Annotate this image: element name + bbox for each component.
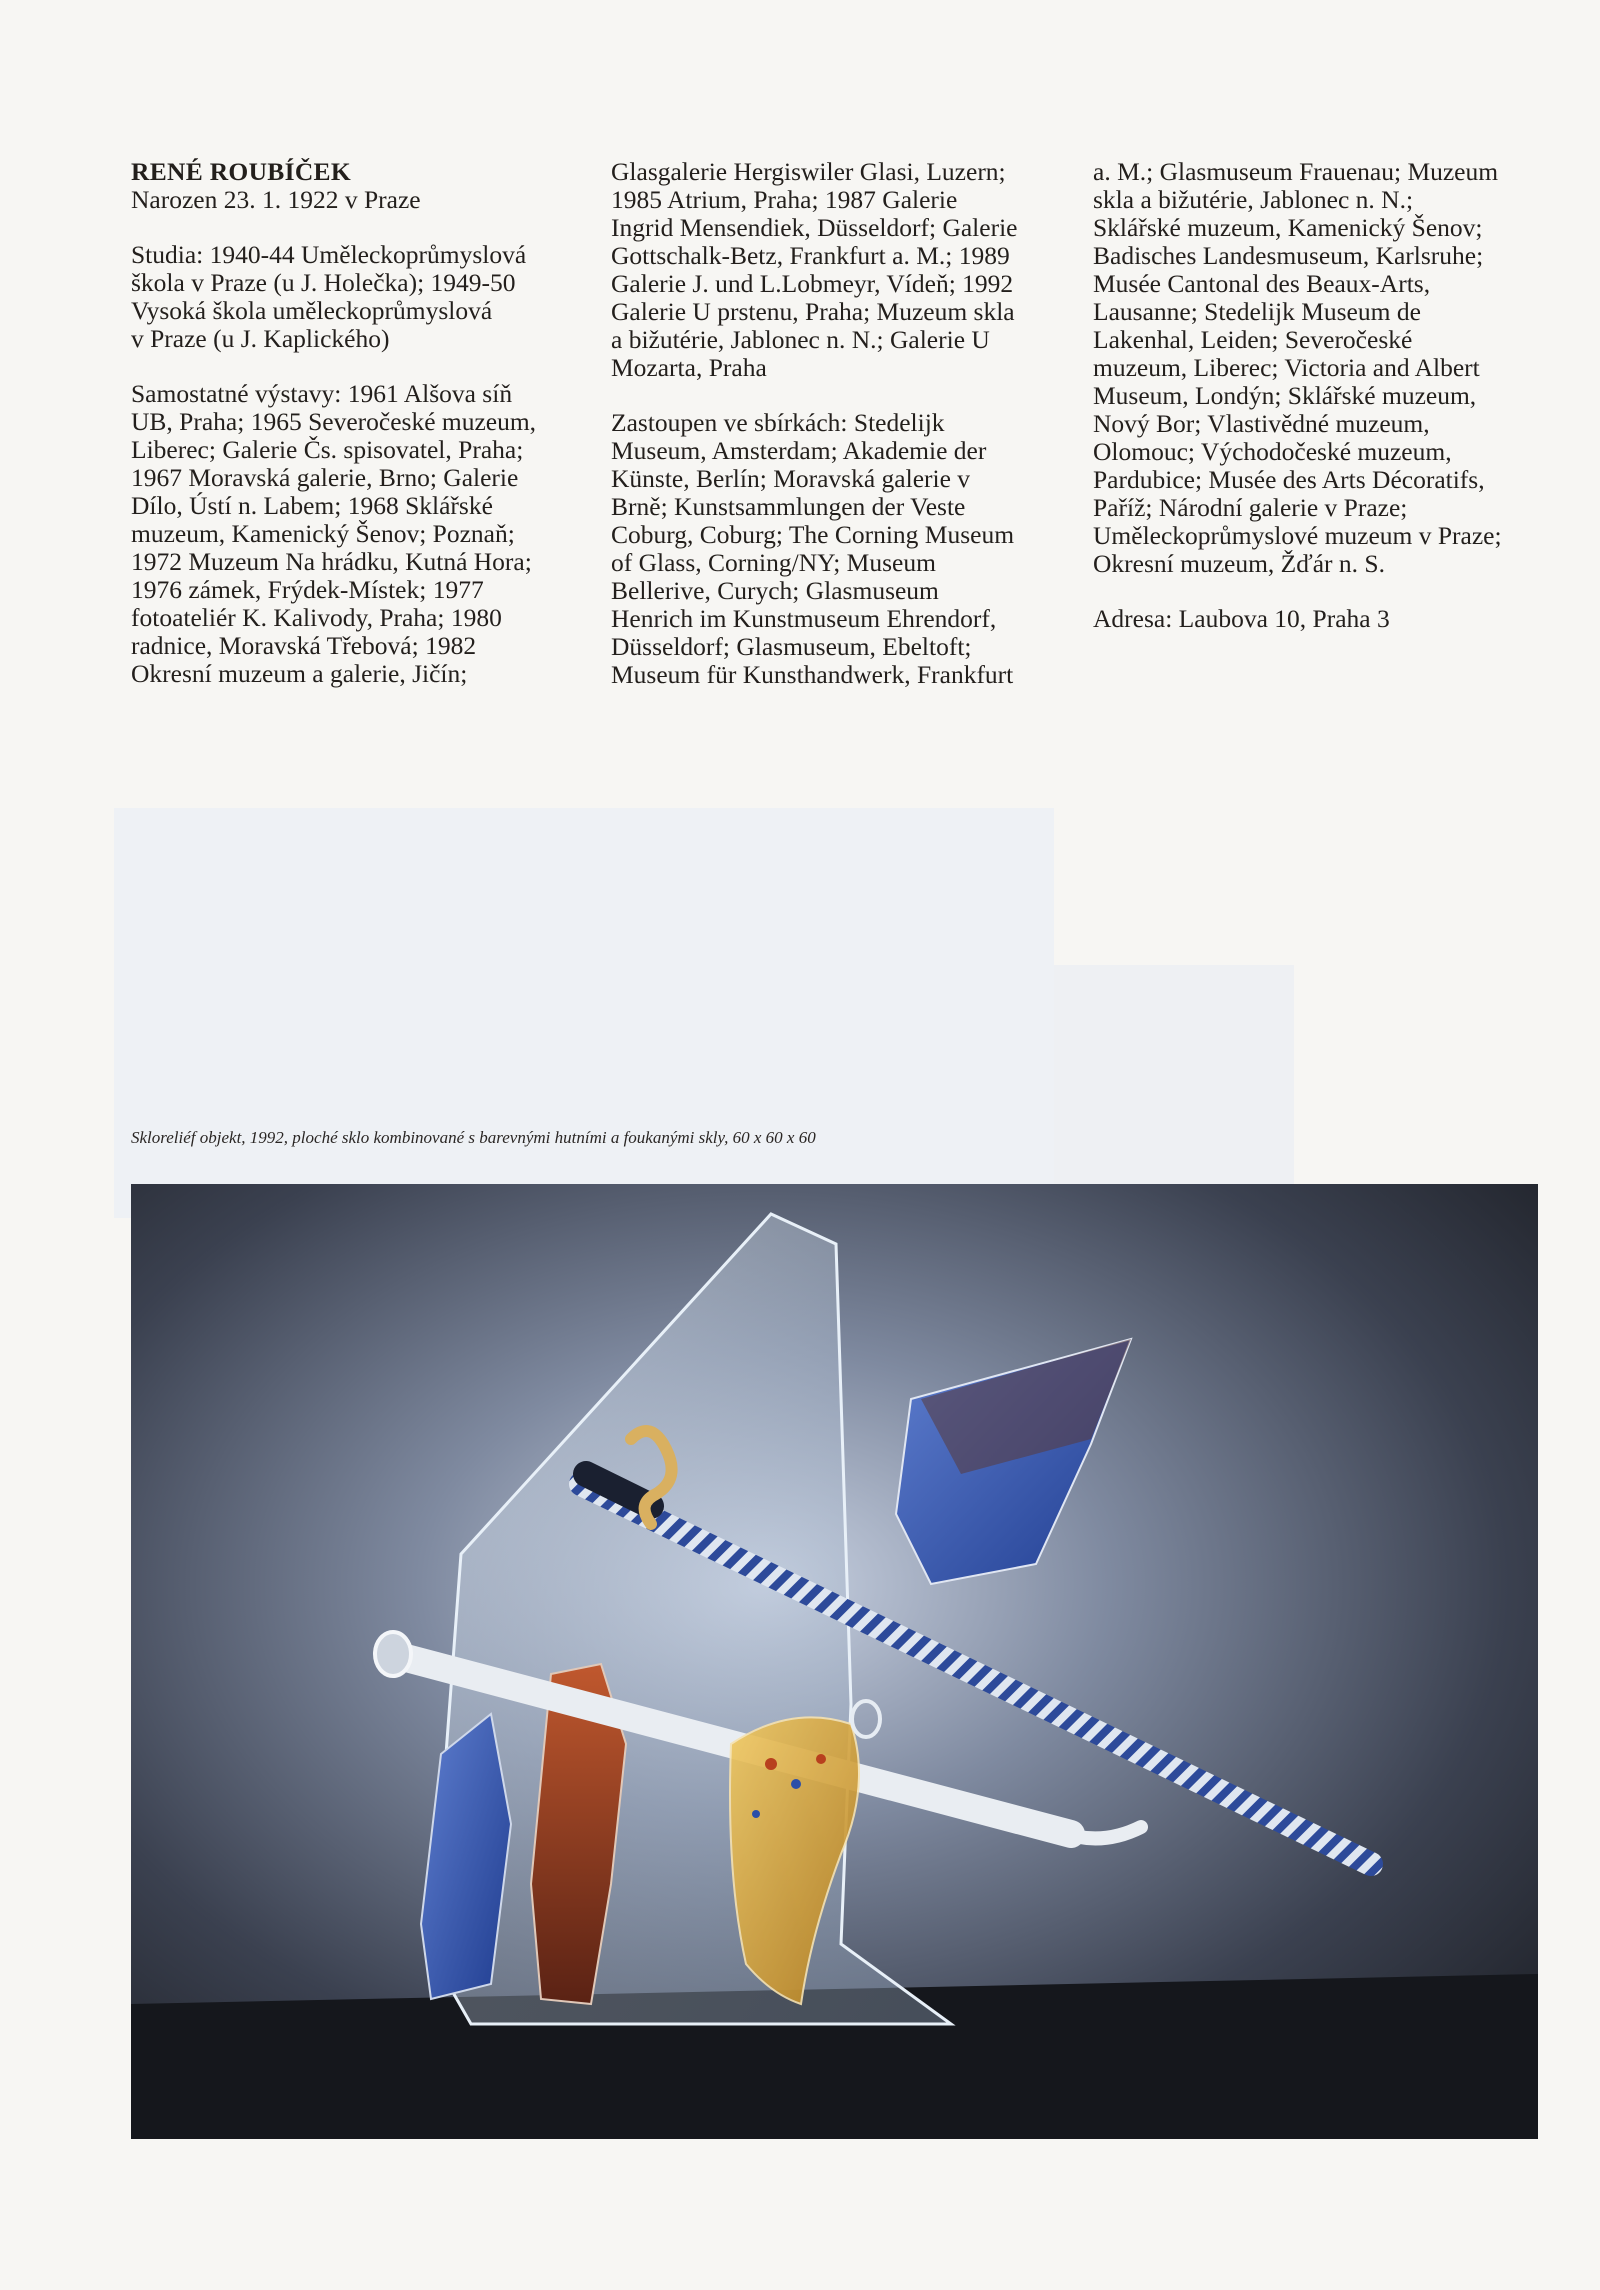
text-line: fotoateliér K. Kalivody, Praha; 1980 [131, 603, 502, 632]
photo-caption: Skloreliéf objekt, 1992, ploché sklo kombinované s barevnými hutními a foukanými skly, 60 x 60 x 60 [131, 1128, 816, 1147]
text-line: Samostatné výstavy: 1961 Alšova síň [131, 379, 513, 408]
color-speckle [791, 1779, 801, 1789]
text-line: Lausanne; Stedelijk Museum de [1093, 297, 1421, 326]
text-line: muzeum, Liberec; Victoria and Albert [1093, 353, 1480, 382]
text-line: Okresní muzeum, Žďár n. S. [1093, 549, 1385, 578]
text-line: Museum für Kunsthandwerk, Frankfurt [611, 660, 1014, 689]
text-line: Henrich im Kunstmuseum Ehrendorf, [611, 604, 997, 633]
text-line: Mozarta, Praha [611, 353, 767, 382]
text-line: 1985 Atrium, Praha; 1987 Galerie [611, 185, 958, 214]
text-line: Olomouc; Východočeské muzeum, [1093, 437, 1452, 466]
exhibitions-paragraph [131, 380, 561, 688]
text-line: Vysoká škola uměleckoprůmyslová [131, 296, 493, 325]
text-line: skla a bižutérie, Jablonec n. N.; [1093, 185, 1414, 214]
text-line: Glasgalerie Hergiswiler Glasi, Luzern; [611, 157, 1006, 186]
text-line: Gottschalk-Betz, Frankfurt a. M.; 1989 [611, 241, 1010, 270]
text-line: v Praze (u J. Kaplického) [131, 324, 390, 353]
text-line: 1972 Muzeum Na hrádku, Kutná Hora; [131, 547, 532, 576]
artist-name: RENÉ ROUBÍČEK [131, 157, 351, 186]
artist-address: Adresa: Laubova 10, Praha 3 [1093, 604, 1390, 633]
text-line: Zastoupen ve sbírkách: Stedelijk [611, 408, 945, 437]
studies-paragraph [131, 241, 561, 353]
text-line: Künste, Berlín; Moravská galerie v [611, 464, 971, 493]
text-line: Sklářské muzeum, Kamenický Šenov; [1093, 213, 1483, 242]
text-line: Studia: 1940-44 Uměleckoprůmyslová [131, 240, 527, 269]
text-column-2 [611, 158, 1051, 689]
artist-birth: Narozen 23. 1. 1922 v Praze [131, 185, 421, 214]
tube-opening [375, 1632, 411, 1676]
text-line: Coburg, Coburg; The Corning Museum [611, 520, 1015, 549]
glass-sculpture-illustration [131, 1184, 1538, 2139]
text-line: a. M.; Glasmuseum Frauenau; Muzeum [1093, 157, 1499, 186]
text-line: radnice, Moravská Třebová; 1982 [131, 631, 477, 660]
color-speckle [816, 1754, 826, 1764]
text-line: muzeum, Kamenický Šenov; Poznaň; [131, 519, 515, 548]
exhibitions-continued [611, 158, 1051, 382]
text-line: Museum, Londýn; Sklářské muzeum, [1093, 381, 1477, 410]
text-line: Galerie U prstenu, Praha; Muzeum skla [611, 297, 1015, 326]
text-line: Pardubice; Musée des Arts Décoratifs, [1093, 465, 1485, 494]
artist-header [131, 158, 561, 214]
collections-paragraph [611, 409, 1051, 689]
text-line: Brně; Kunstsammlungen der Veste [611, 492, 966, 521]
text-line: UB, Praha; 1965 Severočeské muzeum, [131, 407, 537, 436]
text-line: Galerie J. und L.Lobmeyr, Vídeň; 1992 [611, 269, 1014, 298]
text-line: Musée Cantonal des Beaux-Arts, [1093, 269, 1431, 298]
text-line: Okresní muzeum a galerie, Jičín; [131, 659, 468, 688]
text-column-3 [1093, 158, 1543, 633]
text-line: a bižutérie, Jablonec n. N.; Galerie U [611, 325, 990, 354]
text-line: Uměleckoprůmyslové muzeum v Praze; [1093, 521, 1502, 550]
collections-continued [1093, 158, 1543, 578]
text-line: Bellerive, Curych; Glasmuseum [611, 576, 939, 605]
artwork-photo [131, 1184, 1538, 2139]
text-line: of Glass, Corning/NY; Museum [611, 548, 936, 577]
text-line: Ingrid Mensendiek, Düsseldorf; Galerie [611, 213, 1018, 242]
text-line: 1976 zámek, Frýdek-Místek; 1977 [131, 575, 484, 604]
text-line: Liberec; Galerie Čs. spisovatel, Praha; [131, 435, 524, 464]
text-line: Museum, Amsterdam; Akademie der [611, 436, 987, 465]
address-paragraph [1093, 605, 1543, 633]
color-speckle [765, 1758, 777, 1770]
text-line: Dílo, Ústí n. Labem; 1968 Sklářské [131, 491, 493, 520]
color-speckle [752, 1810, 760, 1818]
text-line: Nový Bor; Vlastivědné muzeum, [1093, 409, 1430, 438]
text-line: Badisches Landesmuseum, Karlsruhe; [1093, 241, 1484, 270]
text-column-1 [131, 158, 561, 688]
background-wash-step [1054, 965, 1294, 1218]
text-line: 1967 Moravská galerie, Brno; Galerie [131, 463, 519, 492]
text-line: Paříž; Národní galerie v Praze; [1093, 493, 1408, 522]
background-wash [114, 808, 1054, 1218]
text-line: Lakenhal, Leiden; Severočeské [1093, 325, 1413, 354]
text-line: Düsseldorf; Glasmuseum, Ebeltoft; [611, 632, 972, 661]
text-line: škola v Praze (u J. Holečka); 1949-50 [131, 268, 516, 297]
